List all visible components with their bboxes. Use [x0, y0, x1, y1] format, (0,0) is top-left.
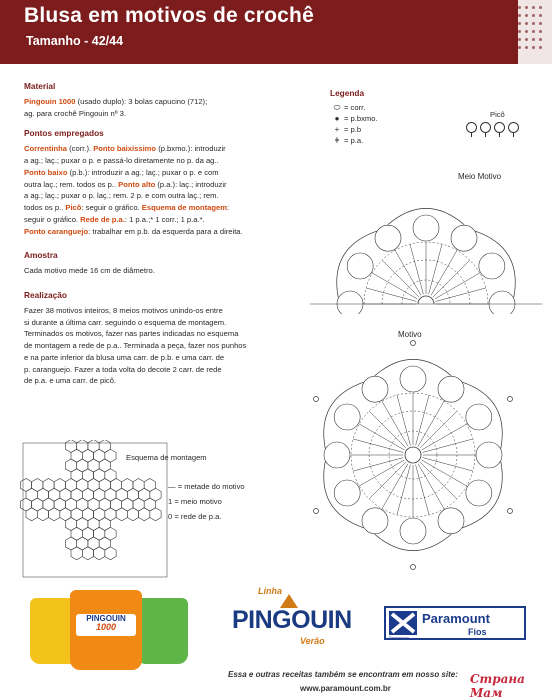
point-arch [475, 231, 515, 297]
page-subtitle: Tamanho - 42/44 [26, 34, 124, 48]
motif-hexagon [82, 488, 93, 501]
decorative-dot [518, 6, 521, 9]
chain-arch [479, 253, 505, 279]
footer-url[interactable]: www.paramount.com.br [300, 684, 391, 693]
paramount-emblem-icon [389, 611, 417, 635]
picot-icon [480, 122, 491, 133]
decorative-dot [518, 46, 521, 49]
page-title: Blusa em motivos de crochê [24, 4, 314, 27]
legend-heading: Legenda [330, 88, 365, 98]
half-motif-diagram [306, 178, 546, 314]
stitch-line [382, 260, 419, 297]
motif-hexagon [94, 449, 105, 462]
decorative-dots [518, 6, 548, 56]
stitch-line [397, 395, 410, 445]
instructions-line: si durante a última carr. seguindo o esquema de montagem. [24, 317, 227, 327]
material-section [24, 80, 286, 119]
motif-hexagon [105, 527, 116, 540]
chain-arch [438, 508, 464, 534]
decorative-dot [532, 30, 535, 33]
chain-arch [476, 442, 502, 468]
point-arch [462, 461, 502, 527]
center-ring [405, 447, 421, 463]
instructions-section [24, 289, 286, 387]
motif-hexagon [65, 440, 76, 453]
picot [507, 509, 512, 514]
motif-hexagon [60, 508, 71, 521]
stitch-line-4 [24, 179, 286, 191]
motif-hexagon [94, 469, 105, 482]
instructions-line: Fazer 38 motivos inteiros, 8 meios motivos unindo-os entre [24, 305, 223, 315]
point-arch [375, 534, 452, 550]
stitch-line [366, 288, 416, 301]
yarn-brand: PINGOUIN [86, 614, 126, 623]
material-heading: Material [24, 81, 56, 91]
double-crochet-symbol-icon: ǂ [334, 136, 340, 145]
motif-hexagon [94, 488, 105, 501]
motif-hexagon [150, 508, 161, 521]
decorative-dot [532, 46, 535, 49]
instructions-line: de p.a. e uma carr. de picô. [24, 376, 117, 386]
sample-section [24, 249, 286, 277]
stitch-text: todos os p.. [24, 203, 66, 213]
point-arch [324, 382, 364, 448]
motif-hexagon [94, 527, 105, 540]
chain-arch [438, 376, 464, 402]
stitch-text: : trabalhar em p.b. da esquerda para a direita. [88, 226, 243, 236]
paramount-mini: Paramount [389, 635, 409, 640]
half-motif-label: Meio Motivo [458, 172, 502, 181]
picot-icon [466, 122, 477, 133]
chain-arch [347, 253, 373, 279]
material-brand: Pingouin 1000 [24, 96, 76, 106]
assembly-legend-label: = rede de p.a. [172, 512, 222, 522]
stitch-line [410, 244, 423, 294]
decorative-dot [525, 14, 528, 17]
motif-hexagon [37, 508, 48, 521]
instructions-line: Terminados os motivos, fazer nas partes indicadas no esquema [24, 329, 239, 339]
motif-hexagon [82, 547, 93, 560]
chain-arch [334, 404, 360, 430]
stitch-line [423, 458, 473, 471]
instructions-column [24, 80, 286, 395]
page-header [0, 0, 552, 64]
stitch-name-rede: Rede de p.a. [80, 214, 125, 224]
material-text-1: (usado duplo): 3 bolas capucino (712); [75, 96, 208, 106]
motif-hexagon [88, 440, 99, 453]
picot [411, 341, 416, 346]
chain-arch [400, 518, 426, 544]
decorative-dot [525, 30, 528, 33]
assembly-legend-row [168, 479, 245, 494]
motif-hexagon [150, 488, 161, 501]
decorative-dot [518, 14, 521, 17]
point-arch [388, 208, 465, 224]
motif-hexagon [82, 508, 93, 521]
motif-hexagon [139, 488, 150, 501]
picot [314, 509, 319, 514]
assembly-legend-label: = metade do motivo [175, 482, 245, 491]
chain-symbol-icon: ⬭ [333, 102, 341, 112]
motif-hexagon [105, 469, 116, 482]
one-symbol: 1 [168, 497, 173, 507]
decorative-dot [525, 38, 528, 41]
motif-hexagon [94, 508, 105, 521]
decorative-dot [532, 38, 535, 41]
decorative-dot [518, 30, 521, 33]
assembly-label: Esquema de montagem [126, 453, 207, 462]
chain-arch [334, 480, 360, 506]
motif-hexagon [127, 508, 138, 521]
stitch-text: (p.b.): introduzir a ag.; laç.; puxar o p. e com [67, 167, 219, 177]
yarn-number: 1000 [95, 622, 117, 632]
decorative-dot [518, 22, 521, 25]
picot-icon [494, 122, 505, 133]
legend-label: = p.b [344, 125, 362, 134]
chain-arch [451, 225, 477, 251]
motif-label: Motivo [398, 330, 422, 339]
motif-hexagon [60, 488, 71, 501]
motif-hexagon [37, 488, 48, 501]
stitch-line-3 [24, 167, 286, 179]
assembly-legend-label: = meio motivo [172, 497, 222, 507]
motif-hexagon [82, 527, 93, 540]
stitch-line [353, 458, 403, 471]
legend-label: = p.a. [344, 136, 364, 145]
instructions-heading: Realização [24, 290, 67, 300]
picot [411, 565, 416, 570]
stitch-line-7 [24, 214, 286, 226]
slip-stitch-symbol-icon: ● [334, 114, 340, 123]
brand-linha: Linha [258, 586, 282, 596]
material-line-2: ag. para crochê Pingouin nº 3. [24, 108, 126, 118]
motif-hexagon [49, 488, 60, 501]
brand-verao: Verão [300, 636, 325, 646]
sample-text: Cada motivo mede 16 cm de diâmetro. [24, 266, 155, 276]
legend-label: = corr. [344, 103, 366, 112]
chain-arch [489, 291, 515, 314]
stitch-line-8 [24, 226, 286, 238]
stitch-name-caranguejo: Ponto caranguejo [24, 226, 89, 236]
yarn-label [76, 614, 136, 636]
chain-arch [466, 480, 492, 506]
motif-hexagon [127, 488, 138, 501]
stitch-line [416, 395, 429, 445]
stitch-line [353, 439, 403, 452]
stitch-line [369, 411, 406, 448]
stitch-text: (p.bxmo.): introduzir [156, 144, 226, 154]
decorative-dot [539, 30, 542, 33]
yarn-ball-green [136, 598, 188, 664]
chain-arch [337, 291, 363, 314]
stitch-line [369, 462, 406, 499]
decorative-dot [525, 22, 528, 25]
chain-arch [362, 376, 388, 402]
footer-text: Essa e outras receitas também se encontram em nosso site: [228, 670, 458, 679]
chain-arch [324, 442, 350, 468]
half-motif-symbol: — [168, 482, 176, 491]
motif-hexagon [105, 547, 116, 560]
decorative-dot [532, 6, 535, 9]
sample-heading: Amostra [24, 250, 58, 261]
point-arch [462, 382, 502, 448]
legend-label: = p.bxmo. [344, 114, 378, 123]
stitch-name-pico: Picô [65, 203, 82, 213]
motif-hexagon [71, 488, 82, 501]
decorative-dot [539, 6, 542, 9]
motif-hexagon [105, 508, 116, 521]
paramount-logo [384, 606, 526, 640]
stitch-name-corr: Correntinha [24, 144, 68, 154]
stitch-text: outra laç.; rem. todos os p.. [24, 179, 119, 189]
motif-diagram [290, 340, 536, 570]
decorative-dot [539, 38, 542, 41]
stitch-line [420, 411, 457, 448]
single-crochet-symbol-icon: + [334, 125, 340, 134]
stitch-line [416, 465, 429, 515]
picot [507, 397, 512, 402]
motif-hexagon [82, 469, 93, 482]
decorative-dot [539, 22, 542, 25]
brand-pinguin: PINGOUIN [232, 606, 352, 634]
point-arch [337, 231, 377, 297]
assembly-legend-row [168, 494, 245, 509]
motif-hexagon [105, 449, 116, 462]
legend-row [330, 135, 520, 146]
motif-hexagon [71, 449, 82, 462]
stitch-line-1 [24, 143, 286, 155]
point-arch [375, 359, 452, 375]
stitch-name-pb: Ponto baixo [24, 167, 68, 177]
paramount-fios: Fios [468, 627, 487, 637]
stitch-line [420, 462, 457, 499]
chain-arch [400, 366, 426, 392]
paramount-name: Paramount [422, 611, 490, 626]
chain-arch [362, 508, 388, 534]
decorative-dot [525, 46, 528, 49]
motif-hexagon [99, 440, 110, 453]
decorative-dot [518, 38, 521, 41]
motif-hexagon [71, 527, 82, 540]
stitch-line [429, 244, 442, 294]
motif-hexagon [116, 508, 127, 521]
stitches-heading: Pontos empregados [24, 128, 104, 139]
stitch-line [436, 288, 486, 301]
motif-hexagon [139, 508, 150, 521]
chain-arch [466, 404, 492, 430]
stitch-line [397, 465, 410, 515]
stitches-section [24, 127, 286, 237]
assembly-legend [168, 479, 245, 525]
point-arch [324, 461, 364, 527]
motif-hexagon [71, 469, 82, 482]
motif-hexagon [26, 508, 37, 521]
stitch-line-2: a ag.; laç.; puxar o p. e passá-lo diretamente no p. da ag.. [24, 156, 219, 166]
instructions-line: e na parte inferior da blusa uma carr. de p.b. e uma carr. de [24, 352, 225, 362]
stitch-text: : [227, 203, 230, 213]
motif-hexagon [71, 547, 82, 560]
decorative-dot [539, 46, 542, 49]
material-line-1 [24, 96, 286, 108]
chain-arch [375, 225, 401, 251]
stitch-text: (p.a.): laç.; introduzir [155, 179, 227, 189]
stitch-line [423, 439, 473, 452]
stitch-text: (corr.). [67, 144, 94, 154]
decorative-dot [539, 14, 542, 17]
picot-icon [508, 122, 519, 133]
motif-hexagon [71, 508, 82, 521]
stitch-text: : seguir o gráfico. [81, 203, 142, 213]
chain-arch [413, 215, 439, 241]
stitch-name-esquema: Esquema de montagem [141, 203, 228, 213]
stitch-text: : 1 p.a.;* 1 corr.; 1 p.a.*. [124, 214, 205, 224]
stitch-line [433, 260, 470, 297]
motif-hexagon [77, 440, 88, 453]
stitch-line-6 [24, 202, 286, 214]
stitch-name-pbxmo: Ponto baixíssimo [93, 144, 157, 154]
motif-hexagon [49, 508, 60, 521]
motif-hexagon [82, 449, 93, 462]
zero-symbol: 0 [168, 512, 173, 522]
assembly-legend-row [168, 509, 245, 524]
decorative-dot [532, 22, 535, 25]
stitch-name-pa: Ponto alto [118, 179, 156, 189]
instructions-line: p. caranguejo. Fazer a toda volta do decote 2 carr. de rede [24, 364, 222, 374]
decorative-dot [532, 14, 535, 17]
motif-hexagon [94, 547, 105, 560]
motif-hexagon [26, 488, 37, 501]
motif-hexagon [105, 488, 116, 501]
instructions-line: de montagem a rede de p.a.. Terminada a peça, fazer nos punhos [24, 341, 247, 351]
watermark: Страна Мам [470, 672, 525, 700]
motif-hexagon [116, 488, 127, 501]
picot [314, 397, 319, 402]
picot-label: Picô [490, 110, 505, 119]
decorative-dot [525, 6, 528, 9]
stitch-text: seguir o gráfico. [24, 214, 81, 224]
center-ring [418, 296, 434, 304]
picot-symbols [466, 122, 519, 133]
stitch-line-5: a ag.; laç.; puxar o p. laç.; rem. 2 p. e com outra laç.; rem. [24, 191, 219, 201]
